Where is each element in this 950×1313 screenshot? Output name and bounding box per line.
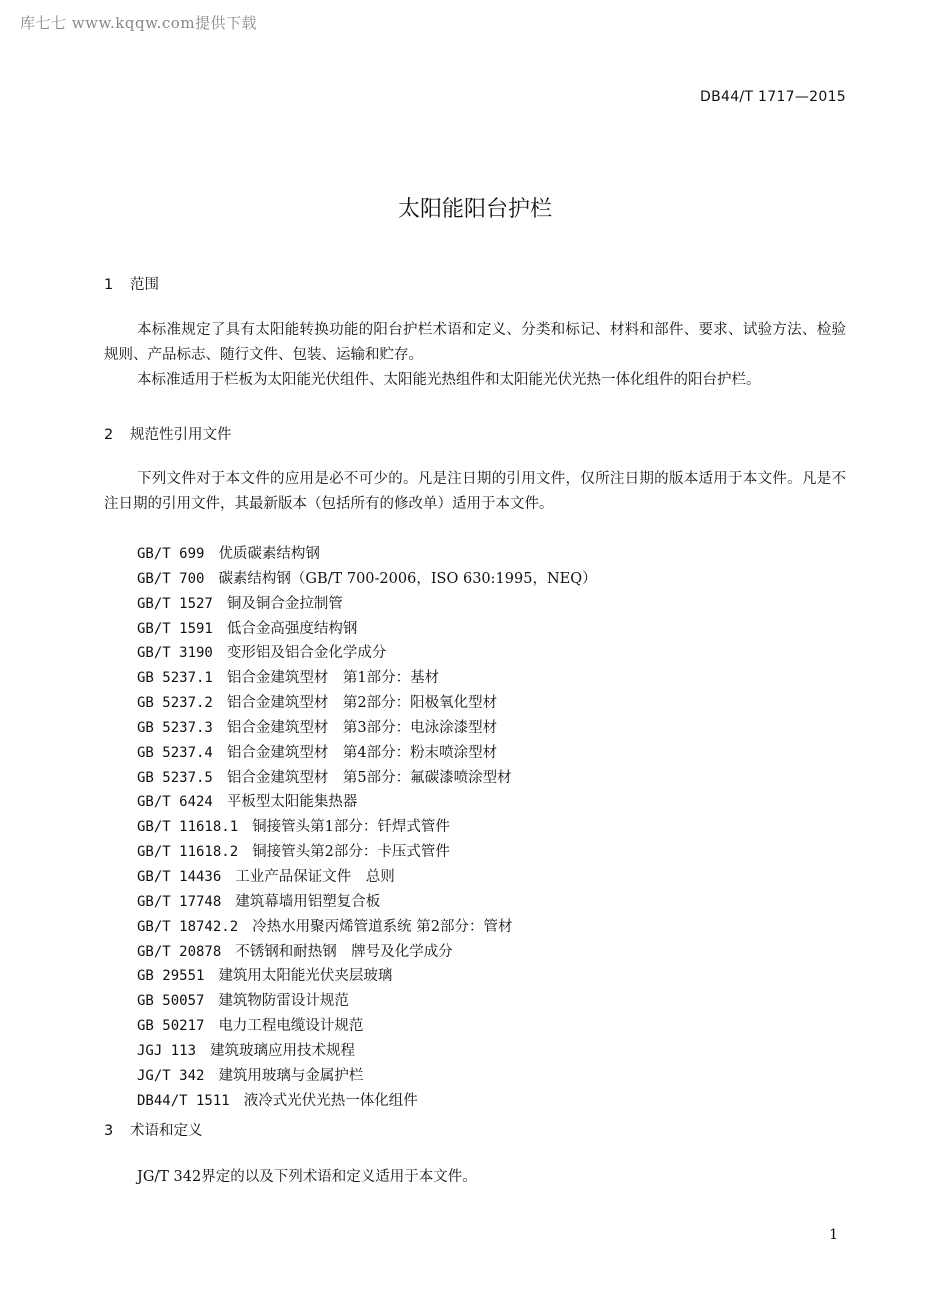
reference-code: GB 29551 bbox=[137, 968, 205, 985]
reference-code: GB/T 6424 bbox=[137, 794, 213, 811]
reference-title: 电力工程电缆设计规范 bbox=[218, 1018, 364, 1035]
reference-title: 不锈钢和耐热钢 牌号及化学成分 bbox=[235, 943, 453, 960]
reference-code: GB/T 11618.1 bbox=[137, 819, 239, 836]
list-item bbox=[137, 915, 597, 940]
list-item bbox=[137, 1089, 597, 1114]
scope-paragraph-2: 本标准适用于栏板为太阳能光伏组件、太阳能光热组件和太阳能光伏光热一体化组件的阳台护栏。 bbox=[137, 372, 761, 388]
list-item bbox=[137, 964, 597, 989]
reference-code: GB 5237.3 bbox=[137, 719, 213, 736]
terms-intro-paragraph: JG/T 342界定的以及下列术语和定义适用于本文件。 bbox=[137, 1169, 477, 1185]
reference-title: 冷热水用聚丙烯管道系统 第2部分：管材 bbox=[252, 918, 513, 935]
list-item bbox=[137, 567, 597, 592]
reference-code: GB 50217 bbox=[137, 1018, 205, 1035]
reference-code: GB/T 11618.2 bbox=[137, 844, 239, 861]
reference-code: GB/T 20878 bbox=[137, 943, 222, 960]
reference-code: GB 5237.1 bbox=[137, 670, 213, 687]
list-item bbox=[137, 592, 597, 617]
list-item bbox=[137, 865, 597, 890]
reference-title: 碳素结构钢（GB/T 700-2006，ISO 630:1995，NEQ） bbox=[218, 570, 597, 587]
section-title: 范围 bbox=[130, 277, 159, 293]
reference-title: 建筑物防雷设计规范 bbox=[218, 993, 349, 1010]
list-item bbox=[137, 666, 597, 691]
list-item bbox=[137, 641, 597, 666]
reference-title: 平板型太阳能集热器 bbox=[226, 794, 358, 811]
reference-code: GB 5237.5 bbox=[137, 769, 213, 786]
reference-title: 建筑玻璃应用技术规程 bbox=[210, 1042, 356, 1059]
reference-code: JG/T 342 bbox=[137, 1067, 205, 1084]
list-item bbox=[137, 1064, 597, 1089]
standard-code: DB44/T 1717—2015 bbox=[700, 89, 846, 105]
reference-title: 铜接管头第1部分：钎焊式管件 bbox=[252, 819, 450, 836]
reference-code: GB 5237.2 bbox=[137, 695, 213, 712]
list-item bbox=[137, 716, 597, 741]
reference-code: DB44/T 1511 bbox=[137, 1092, 230, 1109]
list-item bbox=[137, 741, 597, 766]
list-item bbox=[137, 1014, 597, 1039]
reference-title: 建筑用玻璃与金属护栏 bbox=[218, 1067, 364, 1084]
section-number: 2 bbox=[104, 427, 114, 443]
reference-code: GB 50057 bbox=[137, 993, 205, 1010]
section-heading-scope bbox=[104, 273, 159, 294]
watermark-text: 库七七 www.kqqw.com提供下载 bbox=[20, 14, 258, 32]
reference-title: 优质碳素结构钢 bbox=[218, 546, 320, 562]
reference-title: 变形铝及铝合金化学成分 bbox=[226, 645, 387, 662]
references-intro-paragraph: 下列文件对于本文件的应用是必不可少的。凡是注日期的引用文件，仅所注日期的版本适用于本文件。凡是不注日期的引用文件，其最新版本（包括所有的修改单）适用于本文件。 bbox=[104, 471, 846, 512]
list-item bbox=[137, 890, 597, 915]
reference-code: GB/T 17748 bbox=[137, 893, 222, 910]
reference-code: GB/T 700 bbox=[137, 570, 205, 587]
reference-code: GB/T 1527 bbox=[137, 595, 213, 612]
section-title: 规范性引用文件 bbox=[130, 427, 232, 443]
reference-title: 铝合金建筑型材 第5部分：氟碳漆喷涂型材 bbox=[226, 769, 512, 786]
reference-title: 建筑用太阳能光伏夹层玻璃 bbox=[218, 968, 393, 985]
reference-code: GB 5237.4 bbox=[137, 744, 213, 761]
list-item bbox=[137, 1039, 597, 1064]
reference-code: GB/T 3190 bbox=[137, 645, 213, 662]
reference-title: 工业产品保证文件 总则 bbox=[235, 868, 395, 885]
reference-code: GB/T 1591 bbox=[137, 620, 213, 637]
reference-title: 铜接管头第2部分：卡压式管件 bbox=[252, 844, 450, 861]
list-item bbox=[137, 542, 597, 567]
reference-title: 铝合金建筑型材 第3部分：电泳涂漆型材 bbox=[226, 719, 498, 736]
document-title: 太阳能阳台护栏 bbox=[397, 197, 552, 222]
page-number: 1 bbox=[829, 1227, 838, 1243]
reference-code: JGJ 113 bbox=[137, 1042, 197, 1059]
reference-code: GB/T 14436 bbox=[137, 868, 222, 885]
reference-title: 铝合金建筑型材 第2部分：阳极氧化型材 bbox=[226, 695, 498, 712]
list-item bbox=[137, 790, 597, 815]
list-item bbox=[137, 815, 597, 840]
section-title: 术语和定义 bbox=[130, 1123, 203, 1139]
list-item bbox=[137, 940, 597, 965]
list-item bbox=[137, 989, 597, 1014]
section-heading-normative-references bbox=[104, 423, 232, 444]
reference-title: 铝合金建筑型材 第4部分：粉末喷涂型材 bbox=[226, 744, 498, 761]
section-number: 3 bbox=[104, 1123, 114, 1139]
section-heading-terms-definitions bbox=[104, 1119, 203, 1140]
reference-title: 建筑幕墙用铝塑复合板 bbox=[235, 893, 381, 910]
list-item bbox=[137, 617, 597, 642]
reference-title: 铝合金建筑型材 第1部分：基材 bbox=[226, 670, 440, 687]
list-item bbox=[137, 840, 597, 865]
reference-code: GB/T 699 bbox=[137, 546, 205, 562]
scope-paragraph-1: 本标准规定了具有太阳能转换功能的阳台护栏术语和定义、分类和标记、材料和部件、要求、试验方法、检验规则、产品标志、随行文件、包装、运输和贮存。 bbox=[104, 322, 846, 363]
reference-list bbox=[137, 542, 597, 1113]
list-item bbox=[137, 766, 597, 791]
reference-title: 铜及铜合金拉制管 bbox=[226, 595, 343, 612]
reference-title: 液冷式光伏光热一体化组件 bbox=[243, 1092, 418, 1109]
reference-code: GB/T 18742.2 bbox=[137, 918, 239, 935]
list-item bbox=[137, 691, 597, 716]
reference-title: 低合金高强度结构钢 bbox=[226, 620, 358, 637]
section-number: 1 bbox=[104, 277, 114, 293]
